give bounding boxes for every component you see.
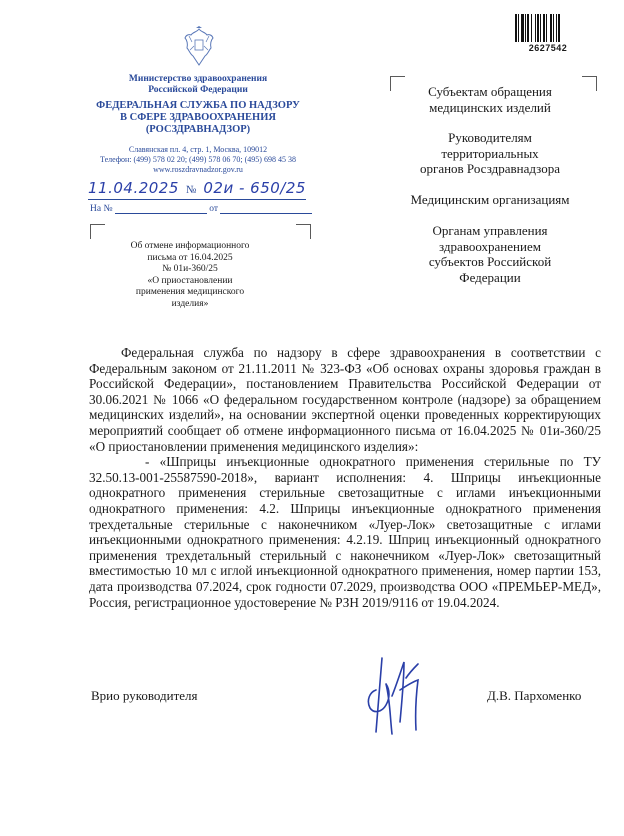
recipient-line: органов Росздравнадзора	[419, 161, 561, 176]
agency-line-2: В СФЕРЕ ЗДРАВООХРАНЕНИЯ	[120, 112, 276, 123]
signatory-position: Врио руководителя	[91, 688, 198, 703]
agency-line-1: ФЕДЕРАЛЬНАЯ СЛУЖБА ПО НАДЗОРУ	[96, 100, 300, 111]
registration-date: 11.04.2025	[88, 179, 179, 197]
letter-body	[89, 345, 601, 610]
corner-mark	[90, 224, 105, 239]
recipient-line: Руководителям	[448, 130, 532, 145]
website-line: www.roszdravnadzor.gov.ru	[153, 165, 243, 174]
recipient-block-2	[395, 130, 585, 177]
recipient-line: здравоохранением	[439, 238, 541, 254]
barcode-bar	[546, 14, 547, 42]
barcode-bar	[525, 14, 526, 42]
ministry-line-2: Российской Федерации	[148, 85, 248, 95]
barcode-bar	[543, 14, 545, 42]
barcode-bars	[515, 14, 579, 42]
barcode-number: 2627542	[528, 43, 568, 53]
agency-line-3: (РОСЗДРАВНАДЗОР)	[145, 124, 251, 135]
barcode-bar	[521, 14, 524, 42]
recipient-block-4	[395, 223, 585, 285]
barcode	[515, 14, 579, 42]
recipient-line: субъектов Российской	[428, 254, 552, 269]
agency-name	[80, 100, 316, 136]
barcode-bar	[558, 14, 560, 42]
registration-handwritten	[88, 179, 348, 201]
reference-number-label: На №	[90, 204, 113, 214]
recipient-block-1	[395, 84, 585, 115]
reference-date-field	[220, 204, 312, 214]
reference-number-field	[115, 204, 207, 214]
reference-date-label: от	[209, 204, 219, 214]
ministry-name	[88, 74, 308, 96]
body-paragraph-1: Федеральная служба по надзору в сфере здравоохранения в соответствии с Федеральным законом от 21.11.2011 № 323-ФЗ «Об основах охраны здоровья граждан в Российской Федерации», постановлением Правительства Российской Федерации от 30.06.2021 № 1066 «О федеральном государственном контроле (надзоре) за обращением медицинских изделий», на основании экспертной оценки проведенных корректирующих мероприятий сообщает об отмене информационного письма от 16.04.2025 № 01и-360/25 «О приостановлении применения медицинского изделия»:	[89, 345, 601, 454]
signatory-name: Д.В. Пархоменко	[487, 688, 582, 703]
recipient-line: Органам управления	[432, 223, 548, 238]
subject-line: письма от 16.04.2025	[147, 252, 233, 263]
barcode-bar	[531, 14, 532, 42]
recipient-line: Субъектам обращения	[428, 84, 552, 99]
address-line: Славянская пл. 4, стр. 1, Москва, 109012	[128, 145, 268, 154]
barcode-bar	[556, 14, 557, 42]
barcode-bar	[535, 14, 536, 42]
registration-underline	[88, 199, 306, 200]
corner-mark	[296, 224, 311, 239]
subject-line: Об отмене информационного	[130, 241, 250, 251]
reference-line	[90, 204, 312, 214]
registration-number-sign: №	[185, 184, 197, 196]
subject-line: применения медицинского	[135, 287, 245, 297]
barcode-bar	[515, 14, 517, 42]
agency-address	[80, 145, 316, 175]
body-paragraph-2: - «Шприцы инъекционные однократного применения стерильные по ТУ 32.50.13-001-25587590-2018», вариант исполнения: 4. Шприцы инъекционные однократного применения стерильные светозащитные с иглами инъекционными однократного применения: 4.2. Шприцы инъекционные однократного применения трехдетальные стерильные с наконечником «Луер-Лок» светозащитные с иглами инъекционными однократного применения: 4.2.19. Шприц инъекционный однократного применения трехдетальный стерильный с наконечником «Луер-Лок» светозащитный вместимостью 10 мл с иглой инъекционной однократного применения, номер партии 153, дата производства 07.2024, срок годности 07.2029, производства ООО «ПРЕМЬЕР-МЕД», Россия, регистрационное удостоверение № РЗН 2019/9116 от 19.04.2024.	[89, 454, 601, 610]
letter-subject	[118, 241, 262, 310]
barcode-bar	[537, 14, 539, 42]
barcode-bar	[527, 14, 529, 42]
barcode-bar	[550, 14, 552, 42]
recipient-line: медицинских изделий	[429, 99, 551, 115]
subject-line: № 01и-360/25	[162, 264, 218, 274]
barcode-bar	[540, 14, 541, 42]
recipient-line: территориальных	[441, 145, 539, 161]
barcode-bar	[518, 14, 519, 42]
recipient-line: Медицинским организациям	[410, 192, 570, 207]
subject-line: «О приостановлении	[147, 275, 233, 286]
registration-number: 02и - 650/25	[203, 179, 306, 197]
ministry-line-1: Министерство здравоохранения	[128, 74, 268, 84]
barcode-bar	[553, 14, 554, 42]
phone-line: Телефон: (499) 578 02 20; (499) 578 06 70; (495) 698 45 38	[100, 155, 296, 164]
recipient-line: Федерации	[459, 269, 521, 285]
subject-line: изделия»	[171, 298, 209, 309]
signature-icon	[360, 650, 440, 740]
recipient-block-3	[395, 192, 585, 208]
emblem-icon	[180, 26, 218, 68]
